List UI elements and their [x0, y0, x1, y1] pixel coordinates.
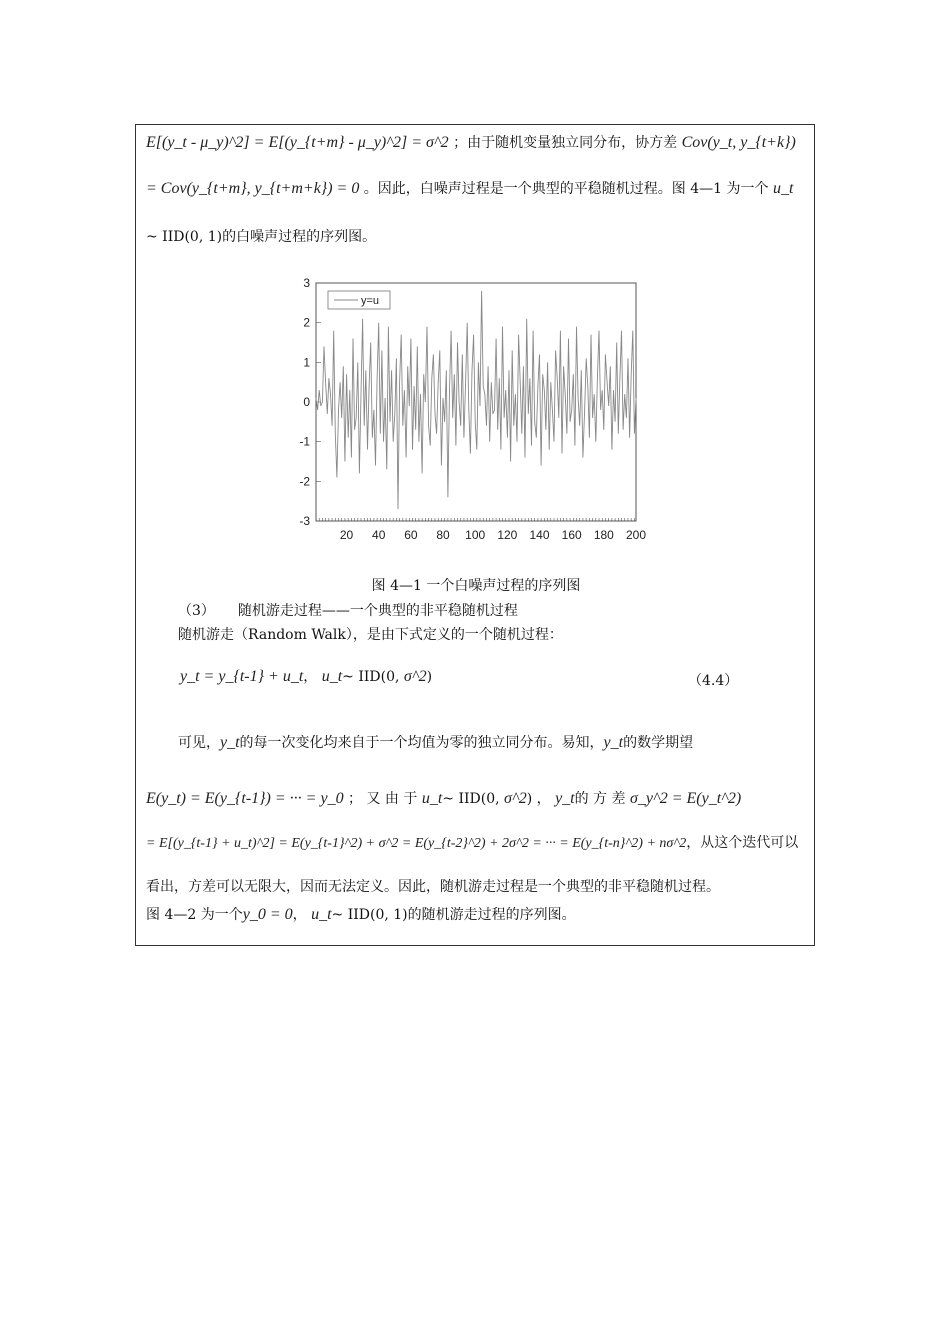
para3-line2 [146, 789, 741, 809]
para3-y0: y_0 = 0 [242, 906, 293, 923]
para3-t11: ， [292, 907, 307, 923]
eq-sigma: σ^2 [403, 668, 427, 685]
section-number: （3） [178, 603, 215, 619]
para3-u: u_t [421, 790, 443, 807]
x-tick-label: 20 [339, 528, 354, 542]
para2: 随机游走（Random Walk），是由下式定义的一个随机过程： [178, 627, 563, 643]
para3-t4: ； 又 由 于 [348, 791, 418, 807]
y-tick-label: -3 [299, 514, 310, 528]
para3-t8: ，从这个迭代可以 [686, 835, 799, 851]
para3-y3: y_t [555, 790, 575, 807]
para3-iteration: = E[(y_{t-1} + u_t)^2] = E(y_{t-1}^2) + σ^2 = E(y_{t-2}^2) + 2σ^2 = ··· = E(y_{t-n}^2) + nσ^2 [146, 836, 687, 851]
para3-variance: σ_y^2 = E(y_t^2) [629, 790, 742, 807]
x-tick-label: 180 [593, 528, 614, 542]
para3-line5 [146, 905, 576, 925]
section-title: 随机游走过程——一个典型的非平稳随机过程 [237, 603, 518, 619]
eq-u: u_t [321, 668, 343, 685]
y-tick-label: 3 [303, 276, 310, 290]
para3-t2: 的每一次变化均来自于一个均值为零的独立同分布。易知， [239, 735, 604, 751]
x-tick-label: 160 [561, 528, 582, 542]
formula-cov: Cov(y_t, y_{t+k}) [681, 134, 796, 151]
y-tick-label: -1 [299, 434, 310, 449]
y-tick-label: 0 [303, 395, 310, 409]
para1-text1: ；由于随机变量独立同分布，协方差 [453, 135, 678, 151]
figure-caption: 图 4—1 一个白噪声过程的序列图 [371, 578, 581, 594]
eq-close: ) [426, 669, 433, 685]
para3-t5: ~ IID(0, [442, 791, 500, 807]
x-tick-label: 120 [497, 528, 518, 542]
x-tick-label: 140 [529, 528, 550, 542]
chart-svg [291, 273, 651, 548]
para3-line1 [178, 733, 693, 753]
formula-ut: u_t [772, 180, 794, 197]
para1-text2: 。因此，白噪声过程是一个典型的平稳随机过程。图 4—1 为一个 [363, 181, 769, 197]
formula-variance: E[(y_t - μ_y)^2] = E[(y_{t+m} - μ_y)^2] = σ^2 [146, 134, 449, 151]
formula-cov-zero: = Cov(y_{t+m}, y_{t+m+k}) = 0 [146, 180, 360, 197]
x-tick-label: 60 [404, 528, 418, 542]
x-tick-label: 40 [372, 528, 386, 542]
para3-t12: ~ IID(0, 1)的随机游走过程的序列图。 [331, 907, 576, 923]
para3-t10: 图 4—2 为一个 [146, 907, 243, 923]
x-tick-label: 200 [625, 528, 647, 542]
para3-u2: u_t [311, 906, 332, 923]
white-noise-chart [291, 273, 651, 548]
para3-t7: 的 方 差 [574, 791, 626, 807]
x-tick-label: 80 [436, 528, 450, 542]
eq-iid: ~ IID(0, [342, 669, 404, 685]
eq-comma: ， [303, 669, 318, 685]
para3-expectation: E(y_t) = E(y_{t-1}) = ··· = y_0 [146, 790, 344, 807]
para1-line2 [146, 179, 793, 199]
equation-number: （4.4） [688, 673, 739, 689]
para3-sigma: σ^2 [504, 790, 527, 807]
y-tick-label: -2 [299, 474, 310, 489]
para3-y2: y_t [603, 734, 624, 751]
para3-y: y_t [220, 734, 240, 751]
section-heading [178, 601, 518, 621]
para3-line3 [146, 833, 798, 854]
para1-line3: ~ IID(0, 1)的白噪声过程的序列图。 [146, 229, 377, 245]
para1-line1 [146, 133, 796, 153]
para3-t6: ) ， [526, 791, 551, 807]
y-tick-label: 1 [303, 355, 310, 370]
x-tick-label: 100 [465, 528, 486, 542]
y-tick-label: 2 [303, 315, 310, 330]
legend-label: y=u [361, 295, 380, 307]
equation-4-4 [180, 667, 432, 687]
para3-t1: 可见， [178, 735, 220, 751]
content-frame [135, 124, 815, 946]
series-line-y=u [316, 291, 636, 509]
eq-lhs: y_t = y_{t-1} + u_t [180, 668, 304, 685]
para3-line4: 看出，方差可以无限大，因而无法定义。因此，随机游走过程是一个典型的非平稳随机过程。 [146, 879, 720, 895]
para3-t3: 的数学期望 [623, 735, 694, 751]
